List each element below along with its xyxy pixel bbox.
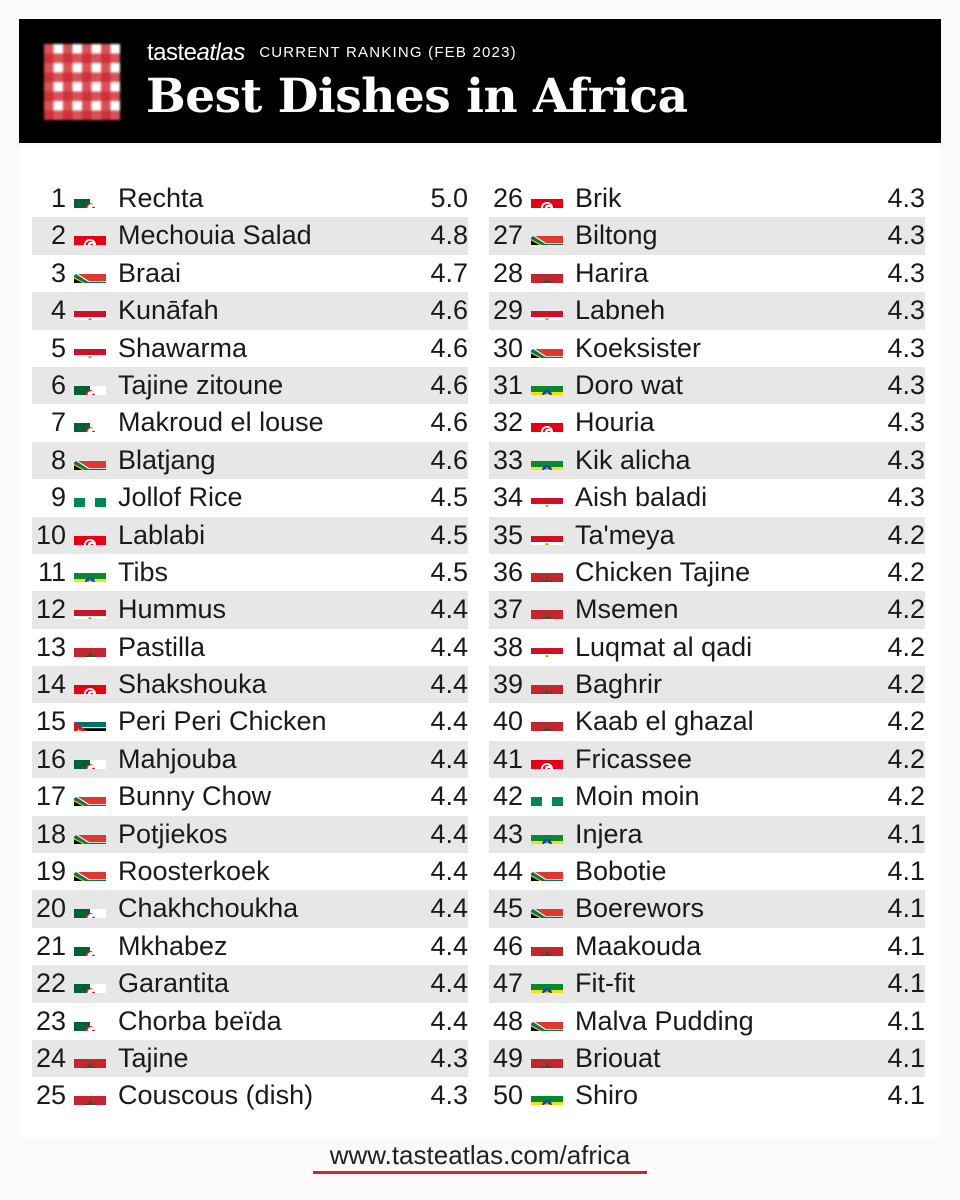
ranking-row xyxy=(489,591,925,628)
south-africa-flag-icon xyxy=(74,826,106,844)
ranking-column-right xyxy=(489,180,925,1115)
ranking-column-left xyxy=(32,180,468,1115)
morocco-flag-icon xyxy=(74,1050,106,1068)
ranking-row xyxy=(489,442,925,479)
tunisia-flag-icon xyxy=(531,751,563,769)
nigeria-flag-icon xyxy=(531,788,563,806)
dish-rating: 4.2 xyxy=(887,781,925,812)
dish-name: Shakshouka xyxy=(118,669,267,700)
dish-name: Braai xyxy=(118,257,182,288)
ranking-row xyxy=(32,479,468,516)
dish-name: Couscous (dish) xyxy=(118,1080,314,1111)
dish-rating: 4.4 xyxy=(430,781,468,812)
rank-number: 36 xyxy=(492,556,523,587)
ranking-row xyxy=(32,404,468,441)
ranking-row xyxy=(489,853,925,890)
ranking-row xyxy=(32,928,468,965)
ranking-row xyxy=(489,890,925,927)
ranking-row xyxy=(489,928,925,965)
rank-number: 15 xyxy=(35,706,66,737)
dish-rating: 4.3 xyxy=(887,407,925,438)
rank-number: 11 xyxy=(37,556,66,587)
dish-name: Kik alicha xyxy=(575,444,691,475)
ranking-row xyxy=(32,629,468,666)
rank-number: 43 xyxy=(492,818,523,849)
dish-name: Mechouia Salad xyxy=(118,220,312,251)
egypt-flag-icon xyxy=(531,527,563,545)
rank-number: 6 xyxy=(50,369,66,400)
dish-rating: 4.6 xyxy=(430,332,468,363)
ranking-row xyxy=(32,778,468,815)
ranking-row xyxy=(489,629,925,666)
south-africa-flag-icon xyxy=(531,900,563,918)
morocco-flag-icon xyxy=(531,601,563,619)
ranking-row xyxy=(32,890,468,927)
page-title: Best Dishes in Africa xyxy=(146,69,688,124)
rank-number: 25 xyxy=(35,1080,66,1111)
ranking-row xyxy=(32,666,468,703)
south-africa-flag-icon xyxy=(74,452,106,470)
dish-name: Tibs xyxy=(118,556,169,587)
ranking-row xyxy=(32,554,468,591)
south-africa-flag-icon xyxy=(531,1013,563,1031)
rank-number: 22 xyxy=(35,968,66,999)
ranking-table xyxy=(19,148,941,1138)
dish-name: Peri Peri Chicken xyxy=(118,706,327,737)
ranking-row xyxy=(489,517,925,554)
algeria-flag-icon xyxy=(74,975,106,993)
ranking-row xyxy=(489,1077,925,1114)
ranking-row xyxy=(32,180,468,217)
dish-rating: 4.2 xyxy=(887,743,925,774)
brand-line xyxy=(147,39,517,67)
rank-number: 16 xyxy=(35,743,66,774)
rank-number: 28 xyxy=(492,257,523,288)
dish-name: Mahjouba xyxy=(118,743,237,774)
dish-name: Mkhabez xyxy=(118,930,228,961)
dish-rating: 4.3 xyxy=(887,332,925,363)
rank-number: 44 xyxy=(492,856,523,887)
rank-number: 50 xyxy=(492,1080,523,1111)
ranking-row xyxy=(32,741,468,778)
dish-name: Malva Pudding xyxy=(575,1005,754,1036)
dish-rating: 4.3 xyxy=(887,220,925,251)
rank-number: 21 xyxy=(35,930,66,961)
ranking-row xyxy=(32,330,468,367)
rank-number: 14 xyxy=(35,669,66,700)
ranking-subtitle: CURRENT RANKING (FEB 2023) xyxy=(259,44,517,61)
ranking-row xyxy=(32,367,468,404)
rank-number: 17 xyxy=(35,781,66,812)
dish-rating: 4.4 xyxy=(430,856,468,887)
rank-number: 1 xyxy=(50,183,66,213)
tasteatlas-logo xyxy=(44,44,120,120)
dish-name: Garantita xyxy=(118,968,230,999)
ranking-row xyxy=(489,255,925,292)
dish-name: Baghrir xyxy=(575,669,663,700)
rank-number: 24 xyxy=(35,1042,66,1073)
dish-rating: 4.3 xyxy=(430,1042,468,1073)
algeria-flag-icon xyxy=(74,900,106,918)
ranking-row xyxy=(489,1003,925,1040)
dish-rating: 4.3 xyxy=(887,257,925,288)
ranking-row xyxy=(32,591,468,628)
dish-name: Lablabi xyxy=(118,519,206,550)
ranking-row xyxy=(489,404,925,441)
dish-rating: 4.3 xyxy=(887,482,925,513)
dish-name: Aish baladi xyxy=(575,482,708,513)
dish-rating: 4.4 xyxy=(430,930,468,961)
ranking-row xyxy=(489,965,925,1002)
tunisia-flag-icon xyxy=(531,414,563,432)
dish-name: Fit-fit xyxy=(575,968,635,999)
rank-number: 26 xyxy=(492,183,523,213)
brand-name-bold: taste xyxy=(147,39,197,66)
rank-number: 3 xyxy=(50,257,66,288)
dish-rating: 4.4 xyxy=(430,594,468,625)
dish-rating: 4.2 xyxy=(887,594,925,625)
dish-rating: 4.4 xyxy=(430,743,468,774)
rank-number: 34 xyxy=(492,482,523,513)
rank-number: 33 xyxy=(492,444,523,475)
dish-rating: 5.0 xyxy=(430,183,468,213)
ranking-row xyxy=(32,816,468,853)
rank-number: 30 xyxy=(492,332,523,363)
tunisia-flag-icon xyxy=(531,190,563,208)
ranking-row xyxy=(32,442,468,479)
dish-name: Makroud el louse xyxy=(118,407,324,438)
dish-rating: 4.2 xyxy=(887,556,925,587)
dish-name: Hummus xyxy=(118,594,227,625)
dish-name: Ta'meya xyxy=(575,519,675,550)
dish-name: Blatjang xyxy=(118,444,216,475)
ranking-row xyxy=(489,217,925,254)
rank-number: 47 xyxy=(492,968,523,999)
dish-rating: 4.4 xyxy=(430,631,468,662)
ranking-row xyxy=(489,741,925,778)
dish-rating: 4.1 xyxy=(887,893,925,924)
dish-rating: 4.4 xyxy=(430,968,468,999)
dish-rating: 4.5 xyxy=(430,482,468,513)
algeria-flag-icon xyxy=(74,938,106,956)
dish-rating: 4.6 xyxy=(430,444,468,475)
dish-rating: 4.2 xyxy=(887,519,925,550)
dish-name: Maakouda xyxy=(575,930,702,961)
dish-name: Msemen xyxy=(575,594,679,625)
ethiopia-flag-icon xyxy=(74,564,106,582)
rank-number: 13 xyxy=(35,631,66,662)
dish-rating: 4.4 xyxy=(430,706,468,737)
algeria-flag-icon xyxy=(74,414,106,432)
ranking-row xyxy=(489,703,925,740)
morocco-flag-icon xyxy=(531,938,563,956)
dish-name: Koeksister xyxy=(575,332,702,363)
ranking-row xyxy=(489,778,925,815)
tunisia-flag-icon xyxy=(74,227,106,245)
dish-name: Briouat xyxy=(575,1042,661,1073)
dish-rating: 4.3 xyxy=(887,369,925,400)
dish-rating: 4.3 xyxy=(430,1080,468,1111)
dish-rating: 4.2 xyxy=(887,669,925,700)
dish-rating: 4.2 xyxy=(887,706,925,737)
south-africa-flag-icon xyxy=(531,863,563,881)
rank-number: 10 xyxy=(35,519,66,550)
dish-rating: 4.1 xyxy=(887,930,925,961)
dish-rating: 4.1 xyxy=(887,1042,925,1073)
dish-name: Houria xyxy=(575,407,655,438)
ranking-row xyxy=(32,217,468,254)
algeria-flag-icon xyxy=(74,190,106,208)
dish-rating: 4.7 xyxy=(430,257,468,288)
dish-name: Potjiekos xyxy=(118,818,228,849)
rank-number: 8 xyxy=(50,444,66,475)
rank-number: 40 xyxy=(492,706,523,737)
rank-number: 42 xyxy=(492,781,523,812)
header-banner xyxy=(19,19,941,143)
rank-number: 41 xyxy=(492,743,523,774)
tunisia-flag-icon xyxy=(74,527,106,545)
rank-number: 18 xyxy=(35,818,66,849)
dish-rating: 4.4 xyxy=(430,893,468,924)
ethiopia-flag-icon xyxy=(531,452,563,470)
ethiopia-flag-icon xyxy=(531,377,563,395)
ranking-row xyxy=(32,292,468,329)
ranking-row xyxy=(32,965,468,1002)
ranking-row xyxy=(32,517,468,554)
dish-rating: 4.4 xyxy=(430,1005,468,1036)
rank-number: 9 xyxy=(50,482,66,513)
ranking-row xyxy=(32,853,468,890)
rank-number: 20 xyxy=(35,893,66,924)
dish-name: Bunny Chow xyxy=(118,781,272,812)
south-africa-flag-icon xyxy=(74,788,106,806)
ethiopia-flag-icon xyxy=(531,975,563,993)
egypt-flag-icon xyxy=(531,639,563,657)
rank-number: 19 xyxy=(35,856,66,887)
morocco-flag-icon xyxy=(531,1050,563,1068)
egypt-flag-icon xyxy=(74,601,106,619)
dish-rating: 4.3 xyxy=(887,444,925,475)
dish-name: Jollof Rice xyxy=(118,482,243,513)
dish-name: Fricassee xyxy=(575,743,693,774)
link-underline xyxy=(313,1171,647,1174)
south-africa-flag-icon xyxy=(74,863,106,881)
ranking-row xyxy=(32,1003,468,1040)
dish-name: Kaab el ghazal xyxy=(575,706,754,737)
ranking-row xyxy=(489,479,925,516)
egypt-flag-icon xyxy=(74,340,106,358)
rank-number: 46 xyxy=(492,930,523,961)
dish-name: Chicken Tajine xyxy=(575,556,751,587)
rank-number: 32 xyxy=(492,407,523,438)
footer xyxy=(0,1138,960,1200)
dish-name: Tajine xyxy=(118,1042,189,1073)
dish-name: Harira xyxy=(575,257,649,288)
morocco-flag-icon xyxy=(74,1087,106,1105)
website-link[interactable]: www.tasteatlas.com/africa xyxy=(329,1140,631,1170)
ranking-row xyxy=(32,255,468,292)
dish-name: Moin moin xyxy=(575,781,700,812)
rank-number: 12 xyxy=(35,594,66,625)
ranking-row xyxy=(32,703,468,740)
dish-name: Rechta xyxy=(118,183,204,213)
dish-rating: 4.6 xyxy=(430,407,468,438)
ranking-row xyxy=(489,666,925,703)
dish-rating: 4.8 xyxy=(430,220,468,251)
rank-number: 37 xyxy=(492,594,523,625)
dish-rating: 4.1 xyxy=(887,818,925,849)
ranking-row xyxy=(489,816,925,853)
egypt-flag-icon xyxy=(74,302,106,320)
morocco-flag-icon xyxy=(531,265,563,283)
dish-rating: 4.1 xyxy=(887,856,925,887)
mozambique-flag-icon xyxy=(74,713,106,731)
dish-rating: 4.1 xyxy=(887,968,925,999)
ranking-row xyxy=(489,554,925,591)
morocco-flag-icon xyxy=(531,564,563,582)
ethiopia-flag-icon xyxy=(531,826,563,844)
dish-name: Luqmat al qadi xyxy=(575,631,753,662)
nigeria-flag-icon xyxy=(74,489,106,507)
rank-number: 2 xyxy=(50,220,66,251)
dish-name: Brik xyxy=(575,183,622,213)
ranking-row xyxy=(489,330,925,367)
dish-name: Kunāfah xyxy=(118,295,219,326)
rank-number: 45 xyxy=(492,893,523,924)
ranking-row xyxy=(489,180,925,217)
rank-number: 48 xyxy=(492,1005,523,1036)
dish-rating: 4.2 xyxy=(887,631,925,662)
dish-rating: 4.1 xyxy=(887,1080,925,1111)
south-africa-flag-icon xyxy=(531,340,563,358)
morocco-flag-icon xyxy=(531,676,563,694)
dish-rating: 4.3 xyxy=(887,183,925,213)
dish-name: Shiro xyxy=(575,1080,639,1111)
dish-rating: 4.4 xyxy=(430,669,468,700)
dish-rating: 4.6 xyxy=(430,295,468,326)
ranking-row xyxy=(32,1077,468,1114)
ranking-row xyxy=(489,1040,925,1077)
ranking-row xyxy=(489,292,925,329)
dish-name: Injera xyxy=(575,818,643,849)
tunisia-flag-icon xyxy=(74,676,106,694)
ranking-row xyxy=(489,367,925,404)
rank-number: 27 xyxy=(492,220,523,251)
algeria-flag-icon xyxy=(74,377,106,395)
dish-name: Roosterkoek xyxy=(118,856,270,887)
morocco-flag-icon xyxy=(531,713,563,731)
dish-name: Boerewors xyxy=(575,893,705,924)
rank-number: 23 xyxy=(35,1005,66,1036)
dish-rating: 4.5 xyxy=(430,556,468,587)
rank-number: 4 xyxy=(50,295,66,326)
ranking-row xyxy=(32,1040,468,1077)
dish-rating: 4.3 xyxy=(887,295,925,326)
dish-name: Chorba beïda xyxy=(118,1005,282,1036)
brand-name-light: atlas xyxy=(196,39,245,66)
algeria-flag-icon xyxy=(74,751,106,769)
dish-rating: 4.6 xyxy=(430,369,468,400)
algeria-flag-icon xyxy=(74,1013,106,1031)
egypt-flag-icon xyxy=(531,489,563,507)
egypt-flag-icon xyxy=(531,302,563,320)
south-africa-flag-icon xyxy=(74,265,106,283)
rank-number: 7 xyxy=(50,407,66,438)
dish-name: Doro wat xyxy=(575,369,684,400)
dish-name: Tajine zitoune xyxy=(118,369,284,400)
dish-rating: 4.4 xyxy=(430,818,468,849)
rank-number: 31 xyxy=(492,369,523,400)
dish-name: Biltong xyxy=(575,220,658,251)
dish-rating: 4.5 xyxy=(430,519,468,550)
south-africa-flag-icon xyxy=(531,227,563,245)
ethiopia-flag-icon xyxy=(531,1087,563,1105)
rank-number: 5 xyxy=(50,332,66,363)
rank-number: 38 xyxy=(492,631,523,662)
dish-name: Chakhchoukha xyxy=(118,893,299,924)
dish-rating: 4.1 xyxy=(887,1005,925,1036)
rank-number: 39 xyxy=(492,669,523,700)
rank-number: 49 xyxy=(492,1042,523,1073)
dish-name: Pastilla xyxy=(118,631,206,662)
dish-name: Shawarma xyxy=(118,332,248,363)
morocco-flag-icon xyxy=(74,639,106,657)
rank-number: 35 xyxy=(492,519,523,550)
rank-number: 29 xyxy=(492,295,523,326)
dish-name: Labneh xyxy=(575,295,666,326)
dish-name: Bobotie xyxy=(575,856,667,887)
